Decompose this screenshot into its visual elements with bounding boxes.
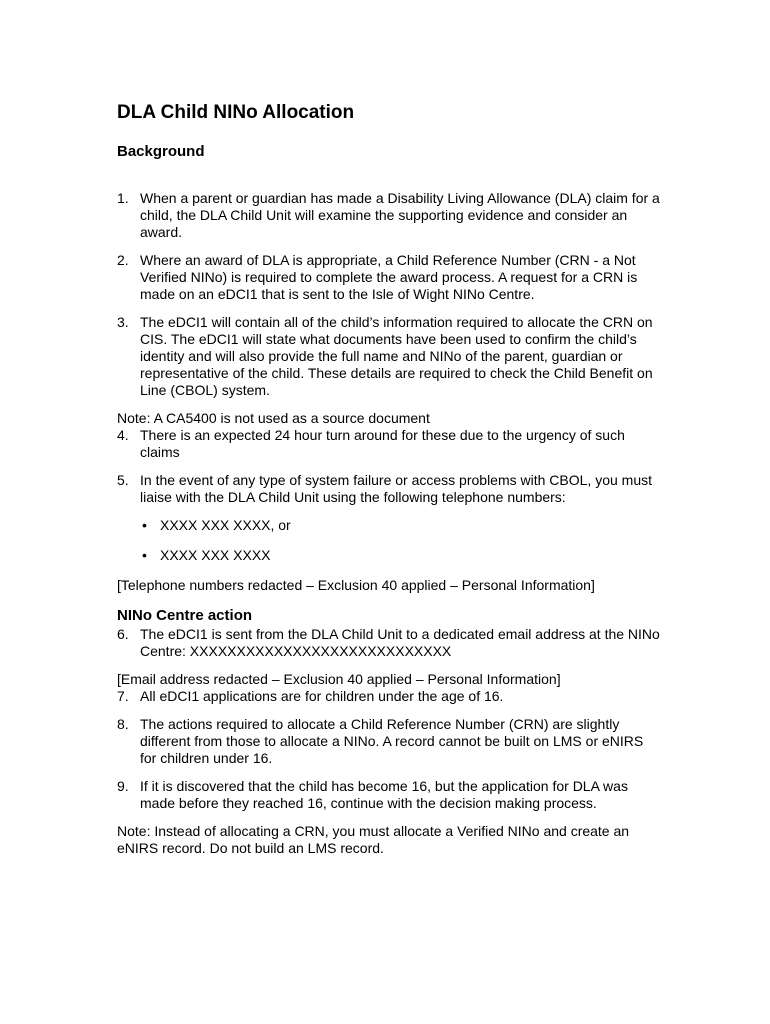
document-page bbox=[117, 100, 662, 857]
item-text: There is an expected 24 hour turn around for these due to the urgency of such claims bbox=[140, 427, 625, 460]
item-text: All eDCI1 applications are for children under the age of 16. bbox=[140, 688, 504, 704]
item-number: 1. bbox=[117, 190, 129, 206]
phone-bullet-2 bbox=[117, 547, 662, 564]
list-item-8 bbox=[117, 716, 662, 767]
item-number: 9. bbox=[117, 778, 129, 794]
list-item-4 bbox=[117, 427, 662, 461]
phone-bullet-1 bbox=[117, 517, 662, 534]
phone-number: XXXX XXX XXXX, or bbox=[160, 517, 291, 533]
note-ca5400: Note: A CA5400 is not used as a source document bbox=[117, 410, 430, 426]
list-item-6 bbox=[117, 626, 662, 660]
item-number: 3. bbox=[117, 314, 129, 330]
list-item-3 bbox=[117, 314, 662, 399]
item-text: If it is discovered that the child has become 16, but the application for DLA was made before they reached 16, continue with the decision making process. bbox=[140, 778, 628, 811]
list-item-7 bbox=[117, 688, 662, 705]
phone-number: XXXX XXX XXXX bbox=[160, 547, 271, 563]
item-text: The eDCI1 is sent from the DLA Child Unit to a dedicated email address at the NINo Centre: XXXXXXXXXXXXXXXXXXXXXXXXXXXX bbox=[140, 626, 660, 659]
item-text: In the event of any type of system failure or access problems with CBOL, you must liaise with the DLA Child Unit using the following telephone numbers: bbox=[140, 472, 653, 505]
item-number: 6. bbox=[117, 626, 129, 642]
list-item-2 bbox=[117, 252, 662, 303]
item-text: Where an award of DLA is appropriate, a Child Reference Number (CRN - a Not Verified NINo) is required to complete the award process. A request for a CRN is made on an eDCI1 that is sent to the Isle of Wight NINo Centre. bbox=[140, 252, 638, 302]
email-redaction-notice: [Email address redacted – Exclusion 40 applied – Personal Information] bbox=[117, 671, 561, 687]
item-text: The actions required to allocate a Child Reference Number (CRN) are slightly different from those to allocate a NINo. A record cannot be built on LMS or eNIRS for children under 16. bbox=[140, 716, 644, 766]
item-text: The eDCI1 will contain all of the child’s information required to allocate the CRN on CIS. The eDCI1 will state what documents have been used to confirm the child’s identity and will also provide the full name and NINo of the parent, guardian or representative of the child. These details are required to check the Child Benefit on Line (CBOL) system. bbox=[140, 314, 653, 398]
note-verified-nino: Note: Instead of allocating a CRN, you must allocate a Verified NINo and create an eNIRS record. Do not build an LMS record. bbox=[117, 823, 630, 856]
item-number: 8. bbox=[117, 716, 129, 732]
item-number: 4. bbox=[117, 427, 129, 443]
bullet-icon: • bbox=[142, 547, 147, 563]
page-title: DLA Child NINo Allocation bbox=[117, 102, 355, 123]
phone-redaction-notice: [Telephone numbers redacted – Exclusion 40 applied – Personal Information] bbox=[117, 577, 595, 593]
item-number: 5. bbox=[117, 472, 129, 488]
item-text: When a parent or guardian has made a Disability Living Allowance (DLA) claim for a child, the DLA Child Unit will examine the supporting evidence and consider an award. bbox=[140, 190, 660, 240]
item-number: 2. bbox=[117, 252, 129, 268]
nino-centre-heading: NINo Centre action bbox=[117, 607, 253, 624]
list-item-9 bbox=[117, 778, 662, 812]
background-heading: Background bbox=[117, 143, 205, 160]
list-item-1 bbox=[117, 190, 662, 241]
item-number: 7. bbox=[117, 688, 129, 704]
list-item-5 bbox=[117, 472, 662, 506]
bullet-icon: • bbox=[142, 517, 147, 533]
